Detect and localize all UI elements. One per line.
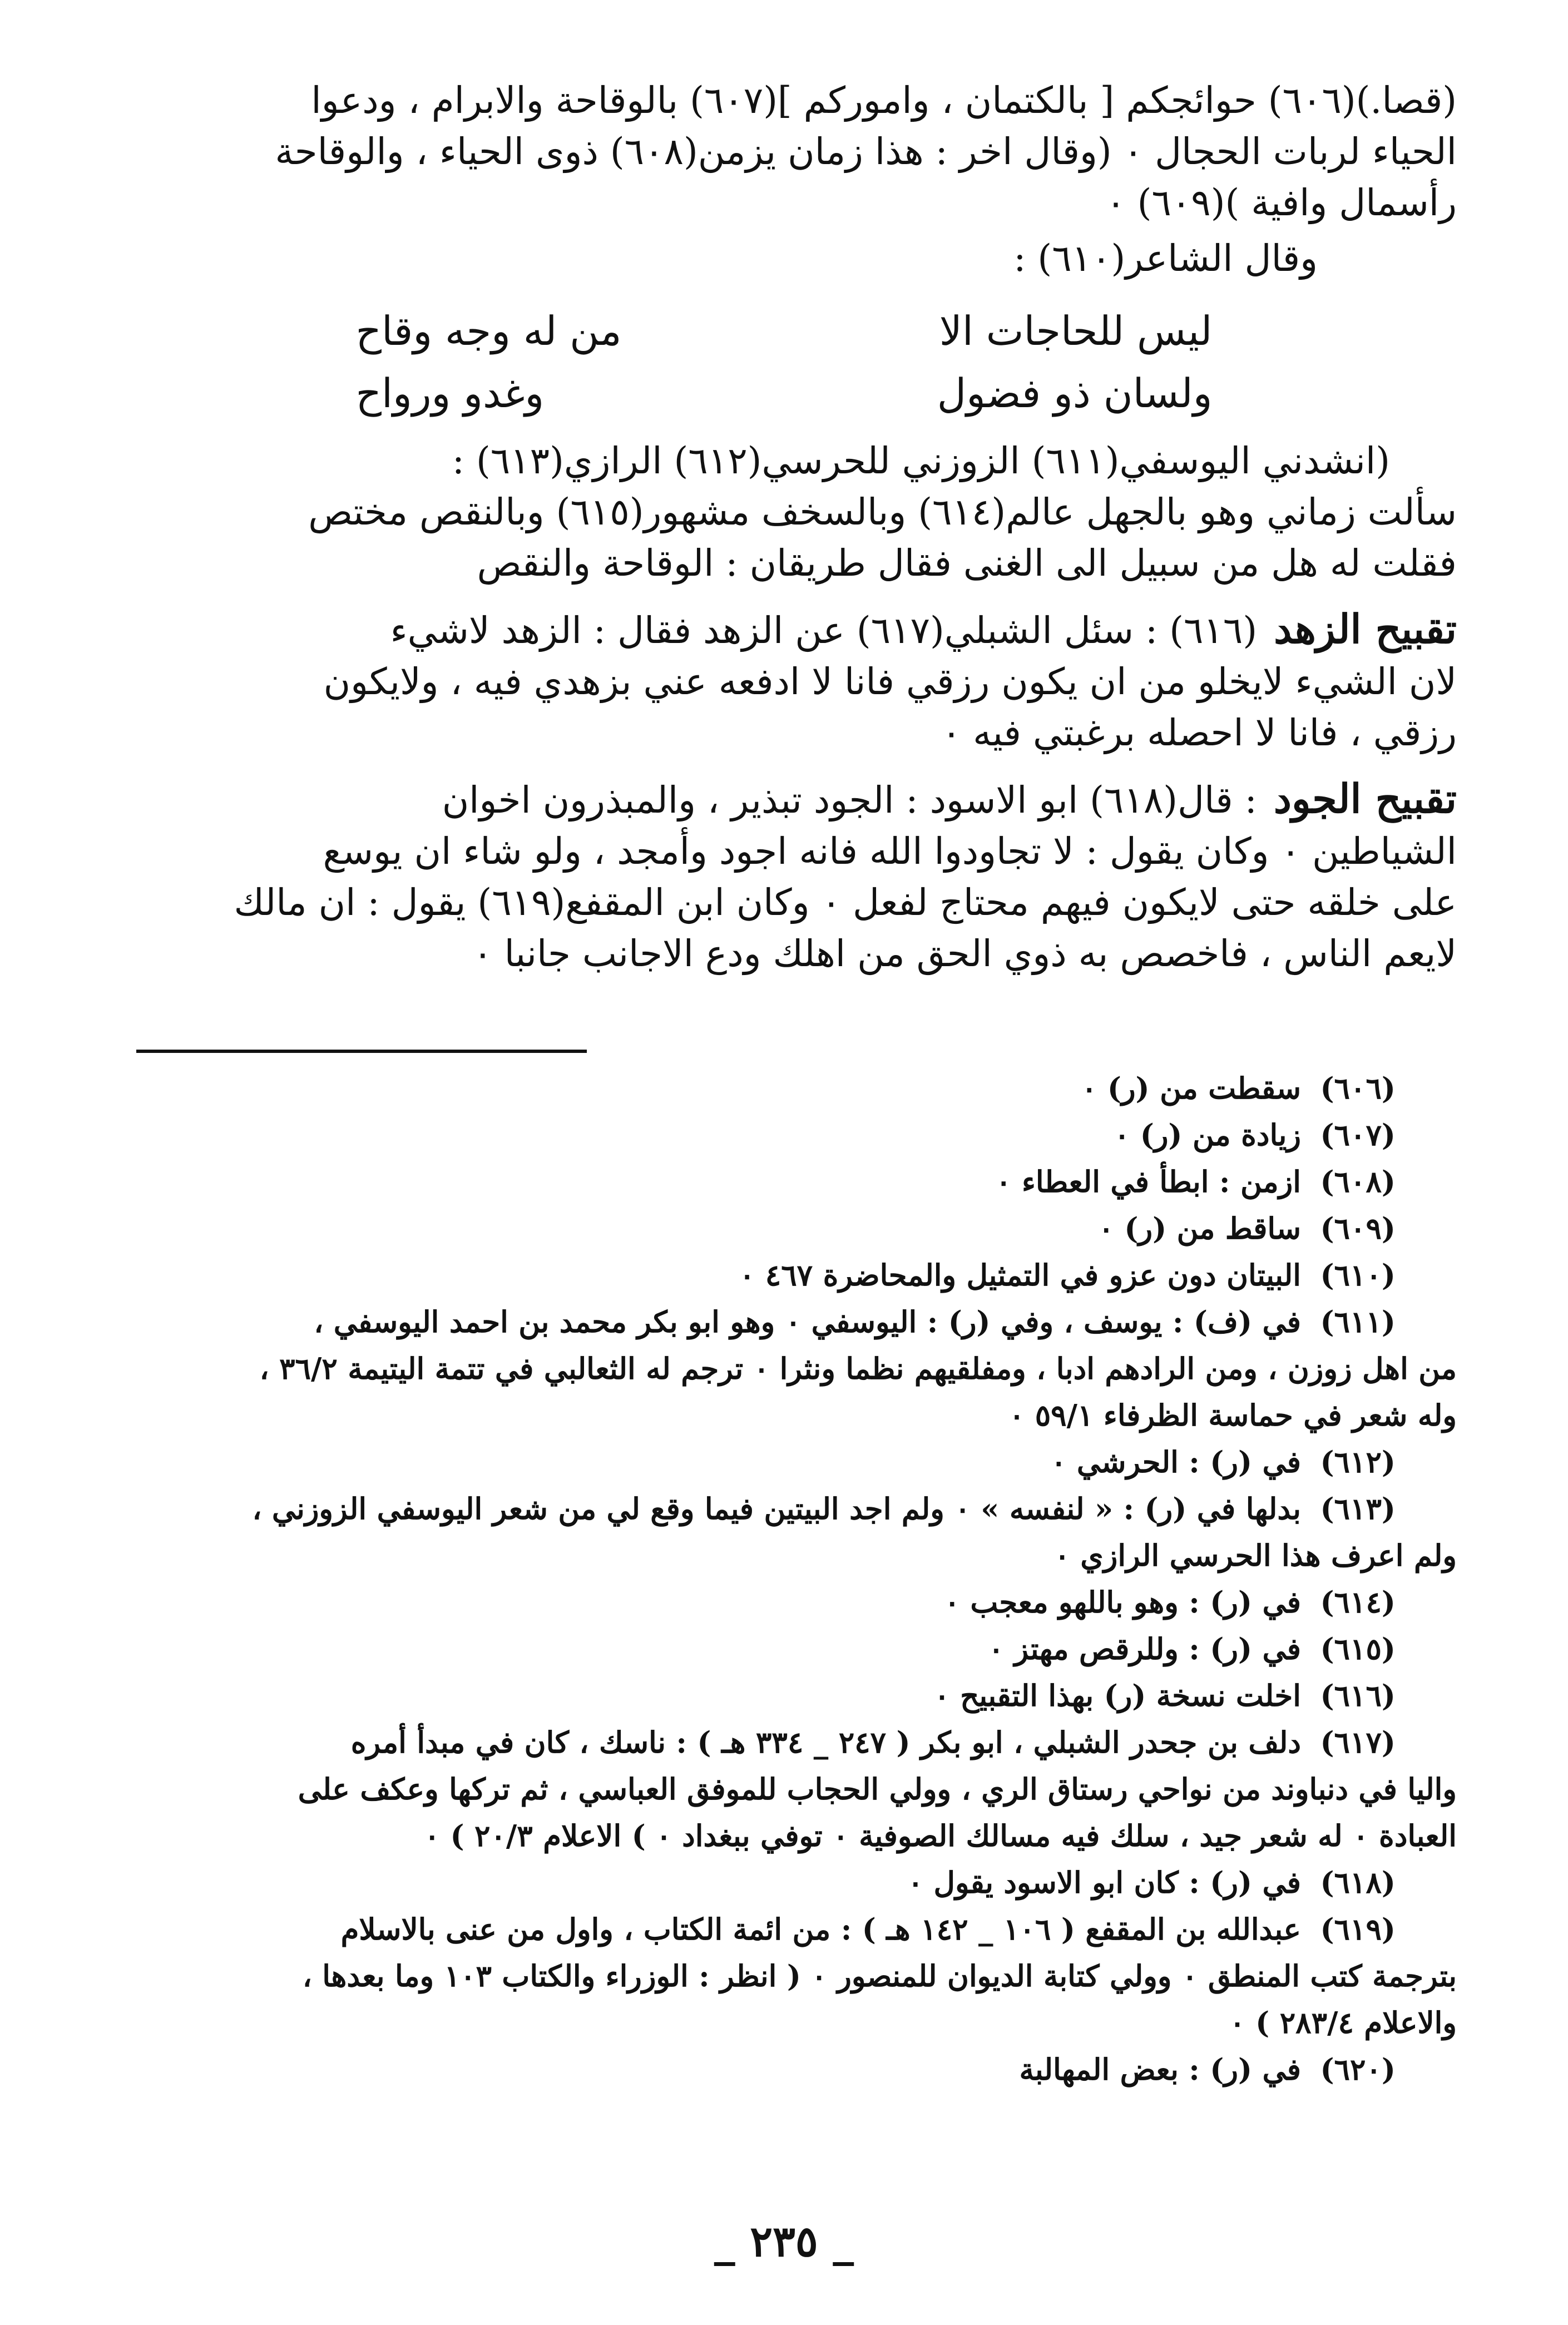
section-jud bbox=[111, 773, 1457, 980]
footnote bbox=[100, 1486, 1457, 1579]
footnote-number: (٦١٨) bbox=[1320, 1866, 1396, 1900]
verse-hemistich: وغدو ورواح bbox=[355, 370, 545, 417]
footnote bbox=[100, 1252, 1457, 1299]
footnote-line: من اهل زوزن ، ومن الرادهم ادبا ، ومفلقيهم نظما ونثرا ٠ ترجم له الثعالبي في تتمة اليتيمة ٣٦/٢ ، bbox=[259, 1352, 1457, 1386]
footnote bbox=[100, 1626, 1457, 1673]
section-heading: تقبيح الجود bbox=[1273, 775, 1457, 822]
footnote-number: (٦٠٩) bbox=[1320, 1211, 1396, 1246]
footnote bbox=[100, 1906, 1457, 2046]
footnote-text bbox=[100, 1112, 1301, 1159]
footnote-line: بترجمة كتب المنطق ٠ وولي كتابة الديوان للمنصور ٠ ( انظر : الوزراء والكتاب ١٠٣ وما بعدها ، bbox=[302, 1959, 1457, 1993]
footnote-number: (٦١٥) bbox=[1320, 1632, 1396, 1666]
footnote-number: (٦٠٨) bbox=[1320, 1165, 1396, 1199]
verse-line bbox=[111, 300, 1457, 362]
text-segment: (٦١٦) : سئل الشبلي(٦١٧) عن الزهد فقال : الزهد لاشيء bbox=[390, 609, 1258, 652]
text-line: على خلقه حتى لايكون فيهم محتاج لفعل ٠ وكان ابن المقفع(٦١٩) يقول : ان مالك bbox=[234, 881, 1457, 924]
footnote-text bbox=[100, 1252, 1301, 1299]
footnote-number: (٦١٣) bbox=[1320, 1492, 1396, 1526]
section-paragraph bbox=[111, 773, 1457, 980]
footnote-text bbox=[100, 1439, 1301, 1486]
footnote-separator bbox=[136, 1050, 587, 1053]
footnote-line: عبدالله بن المقفع ( ١٠٦ _ ١٤٢ هـ ) : من ائمة الكتاب ، واول من عنى بالاسلام bbox=[340, 1912, 1301, 1947]
footnote-line: بدلها في (ر) : « لنفسه » ٠ ولم اجد البيتين فيما وقع لي من شعر اليوسفي الزوزني ، bbox=[252, 1492, 1301, 1526]
text-line: لان الشيء لايخلو من ان يكون رزقي فانا لا ادفعه عني بزهدي فيه ، ولايكون bbox=[323, 660, 1457, 703]
verse-hemistich: من له وجه وقاح bbox=[355, 308, 622, 354]
footnotes bbox=[100, 1065, 1457, 2093]
text-line: الشياطين ٠ وكان يقول : لا تجاودوا الله فانه اجود وأمجد ، ولو شاء ان يوسع bbox=[323, 830, 1457, 873]
footnote-line: العبادة ٠ له شعر جيد ، سلك فيه مسالك الصوفية ٠ توفي ببغداد ٠ ) الاعلام ٢٠/٣ ) ٠ bbox=[424, 1819, 1457, 1853]
footnote-line: واليا في دنباوند من نواحي رستاق الري ، وولي الحجاب للموفق العباسي ، ثم تركها وعكف على bbox=[298, 1772, 1457, 1807]
text-line: لايعم الناس ، فاخصص به ذوي الحق من اهلك ودع الاجانب جانبا ٠ bbox=[473, 932, 1457, 975]
text-line: رأسمال وافية )(٦٠٩) ٠ bbox=[1106, 181, 1457, 224]
verse-hemistich: ولسان ذو فضول bbox=[937, 370, 1213, 417]
text-line bbox=[111, 773, 1457, 826]
footnote bbox=[100, 2046, 1457, 2093]
footnote bbox=[100, 1112, 1457, 1159]
text-line: الحياء لربات الحجال ٠ (وقال اخر : هذا زمان يزمن(٦٠٨) ذوى الحياء ، والوقاحة bbox=[275, 130, 1457, 173]
footnote-text bbox=[100, 1205, 1301, 1252]
footnote-number: (٦١٩) bbox=[1320, 1912, 1396, 1947]
footnote-line: زيادة من (ر) ٠ bbox=[1114, 1118, 1301, 1152]
text-line: فقلت له هل من سبيل الى الغنى فقال طريقان : الوقاحة والنقص bbox=[477, 542, 1457, 585]
footnote-line: في (ر) : بعض المهالبة bbox=[1019, 2052, 1301, 2087]
footnote-text bbox=[100, 1159, 1301, 1205]
text-line: رزقي ، فانا لا احصله برغبتي فيه ٠ bbox=[941, 711, 1457, 754]
footnote-line: ولم اعرف هذا الحرسي الرازي ٠ bbox=[1054, 1539, 1457, 1573]
footnote-line: في (ر) : وهو باللهو معجب ٠ bbox=[944, 1585, 1301, 1620]
verse-hemistich: ليس للحاجات الا bbox=[939, 308, 1213, 354]
footnote-line: البيتان دون عزو في التمثيل والمحاضرة ٤٦٧ ٠ bbox=[739, 1258, 1301, 1293]
footnote-line: في (ف) : يوسف ، وفي (ر) : اليوسفي ٠ وهو ابو بكر محمد بن احمد اليوسفي ، bbox=[314, 1305, 1301, 1339]
footnote-line: وله شعر في حماسة الظرفاء ٥٩/١ ٠ bbox=[1008, 1398, 1457, 1433]
section-paragraph bbox=[111, 603, 1457, 759]
footnote-text bbox=[100, 1579, 1301, 1626]
footnote-number: (٦٢٠) bbox=[1320, 2052, 1396, 2087]
text-line: (قصا.)(٦٠٦) حوائجكم [ بالكتمان ، واموركم ](٦٠٧) بالوقاحة والابرام ، ودعوا bbox=[311, 79, 1457, 122]
footnote-number: (٦١١) bbox=[1320, 1305, 1396, 1339]
footnote-text bbox=[100, 1673, 1301, 1719]
footnote-number: (٦١٧) bbox=[1320, 1725, 1396, 1760]
poet-intro: وقال الشاعر(٦١٠) : bbox=[1013, 237, 1318, 280]
footnote-line: ساقط من (ر) ٠ bbox=[1098, 1211, 1301, 1246]
text-line: (انشدني اليوسفي(٦١١) الزوزني للحرسي(٦١٢) الرازي(٦١٣) : bbox=[452, 439, 1390, 482]
section-zuhd bbox=[111, 603, 1457, 759]
footnote-line: سقطت من (ر) ٠ bbox=[1081, 1071, 1301, 1106]
footnote bbox=[100, 1439, 1457, 1486]
footnote-text bbox=[100, 2046, 1301, 2093]
text-line: سألت زماني وهو بالجهل عالم(٦١٤) وبالسخف مشهور(٦١٥) وبالنقص مختص bbox=[308, 491, 1457, 533]
footnote-number: (٦٠٧) bbox=[1320, 1118, 1396, 1152]
footnote-number: (٦١٤) bbox=[1320, 1585, 1396, 1620]
verse-line bbox=[111, 362, 1457, 424]
footnote bbox=[100, 1579, 1457, 1626]
footnote bbox=[100, 1673, 1457, 1719]
footnote-number: (٦١٦) bbox=[1320, 1679, 1396, 1713]
footnote-number: (٦١٢) bbox=[1320, 1445, 1396, 1480]
footnote-text bbox=[100, 1859, 1301, 1906]
footnote bbox=[100, 1719, 1457, 1859]
recitation-paragraph bbox=[111, 436, 1457, 589]
verse-block bbox=[111, 300, 1457, 424]
footnote-line: في (ر) : الحرشي ٠ bbox=[1050, 1445, 1301, 1480]
text-segment: : قال(٦١٨) ابو الاسود : الجود تبذير ، والمبذرون اخوان bbox=[442, 779, 1257, 822]
footnote-line: والاعلام ٢٨٣/٤ ) ٠ bbox=[1229, 2006, 1457, 2040]
footnote bbox=[100, 1205, 1457, 1252]
footnote bbox=[100, 1299, 1457, 1439]
footnote bbox=[100, 1859, 1457, 1906]
footnote-text bbox=[100, 1065, 1301, 1112]
page-number: _ ٢٣٥ _ bbox=[714, 2217, 854, 2266]
footnote-number: (٦١٠) bbox=[1320, 1258, 1396, 1293]
footnote-line: في (ر) : وللرقص مهتز ٠ bbox=[988, 1632, 1301, 1666]
main-text bbox=[111, 75, 1457, 980]
footnote bbox=[100, 1065, 1457, 1112]
opening-paragraph bbox=[111, 75, 1457, 229]
section-heading: تقبيح الزهد bbox=[1274, 605, 1457, 652]
footnote-line: في (ر) : كان ابو الاسود يقول ٠ bbox=[907, 1866, 1301, 1900]
text-line bbox=[111, 603, 1457, 656]
footnote-text bbox=[100, 1626, 1301, 1673]
footnote-number: (٦٠٦) bbox=[1320, 1071, 1396, 1106]
footnote-line: ازمن : ابطأ في العطاء ٠ bbox=[996, 1165, 1301, 1199]
footnote-line: اخلت نسخة (ر) بهذا التقبيح ٠ bbox=[934, 1679, 1301, 1713]
footnote-line: دلف بن جحدر الشبلي ، ابو بكر ( ٢٤٧ _ ٣٣٤ هـ ) : ناسك ، كان في مبدأ أمره bbox=[350, 1725, 1301, 1760]
footnote bbox=[100, 1159, 1457, 1205]
